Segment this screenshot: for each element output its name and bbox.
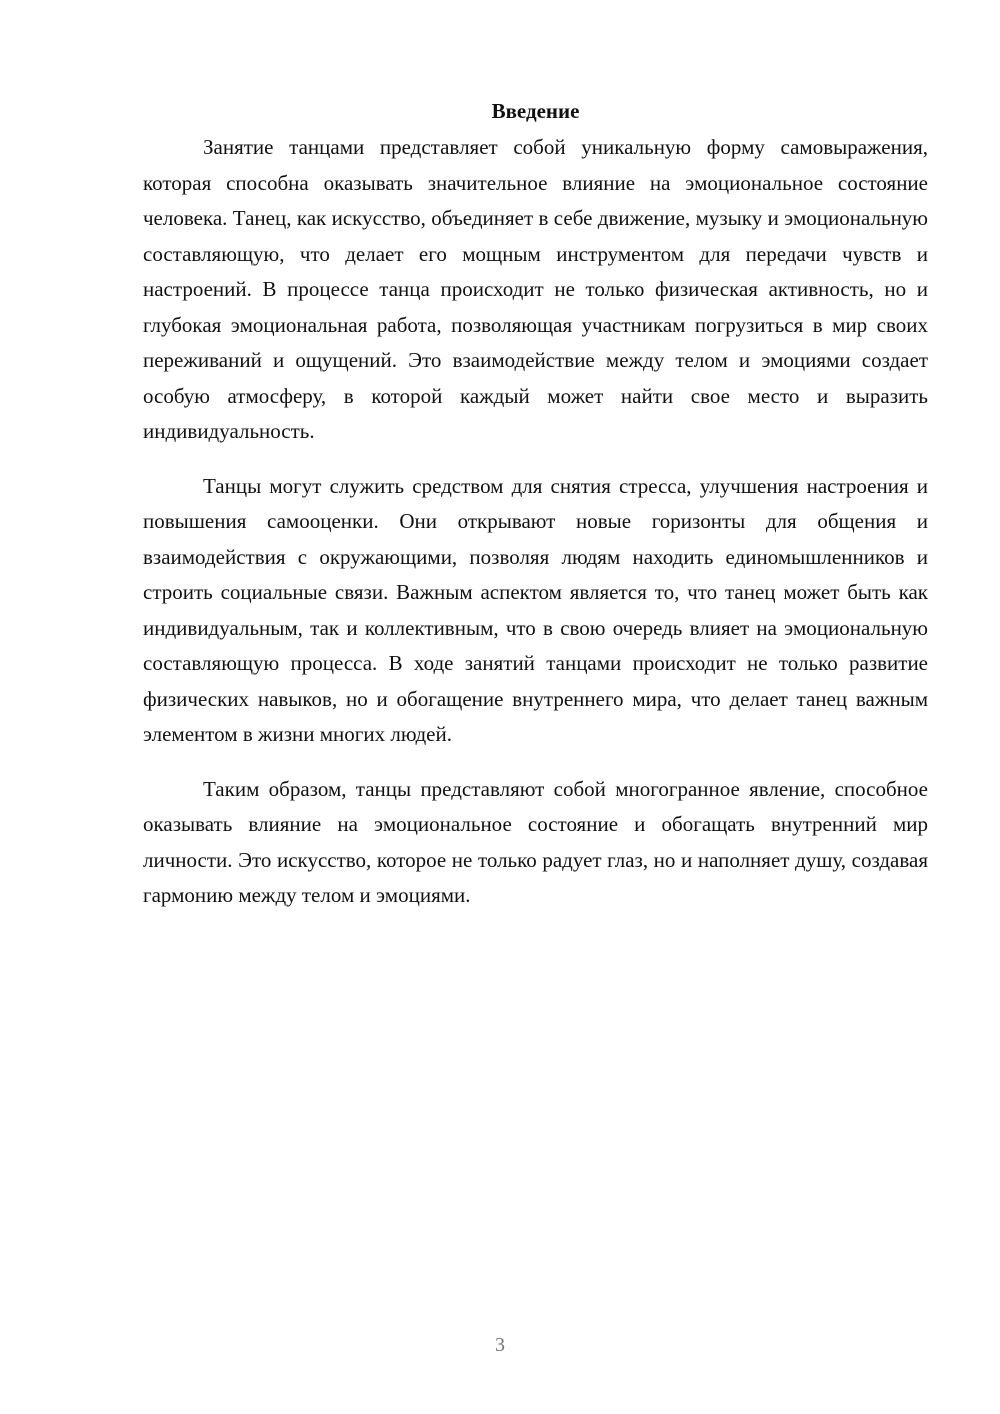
page-number: 3 xyxy=(495,1334,505,1356)
page-content xyxy=(143,96,928,914)
section-title: Введение xyxy=(491,99,580,123)
paragraph-2: Танцы могут служить средством для снятия стресса, улучшения настроения и повышения самооценки. Они открывают новые горизонты для общения и взаимодействия с окружающими, позволяя людям находить единомышленников и строить социальные связи. Важным аспектом является то, что танец может быть как индивидуальным, так и коллективным, что в свою очередь влияет на эмоциональную составляющую процесса. В ходе занятий танцами происходит не только развитие физических навыков, но и обогащение внутреннего мира, что делает танец важным элементом в жизни многих людей. xyxy=(143,473,928,746)
paragraph-1: Занятие танцами представляет собой уникальную форму самовыражения, которая способна оказывать значительное влияние на эмоциональное состояние человека. Танец, как искусство, объединяет в себе движение, музыку и эмоциональную составляющую, что делает его мощным инструментом для передачи чувств и настроений. В процессе танца происходит не только физическая активность, но и глубокая эмоциональная работа, позволяющая участникам погрузиться в мир своих переживаний и ощущений. Это взаимодействие между телом и эмоциями создает особую атмосферу, в которой каждый может найти свое место и выразить индивидуальность. xyxy=(143,135,928,443)
paragraph-3: Таким образом, танцы представляют собой многогранное явление, способное оказывать влияние на эмоциональное состояние и обогащать внутренний мир личности. Это искусство, которое не только радует глаз, но и наполняет душу, создавая гармонию между телом и эмоциями. xyxy=(143,776,928,907)
